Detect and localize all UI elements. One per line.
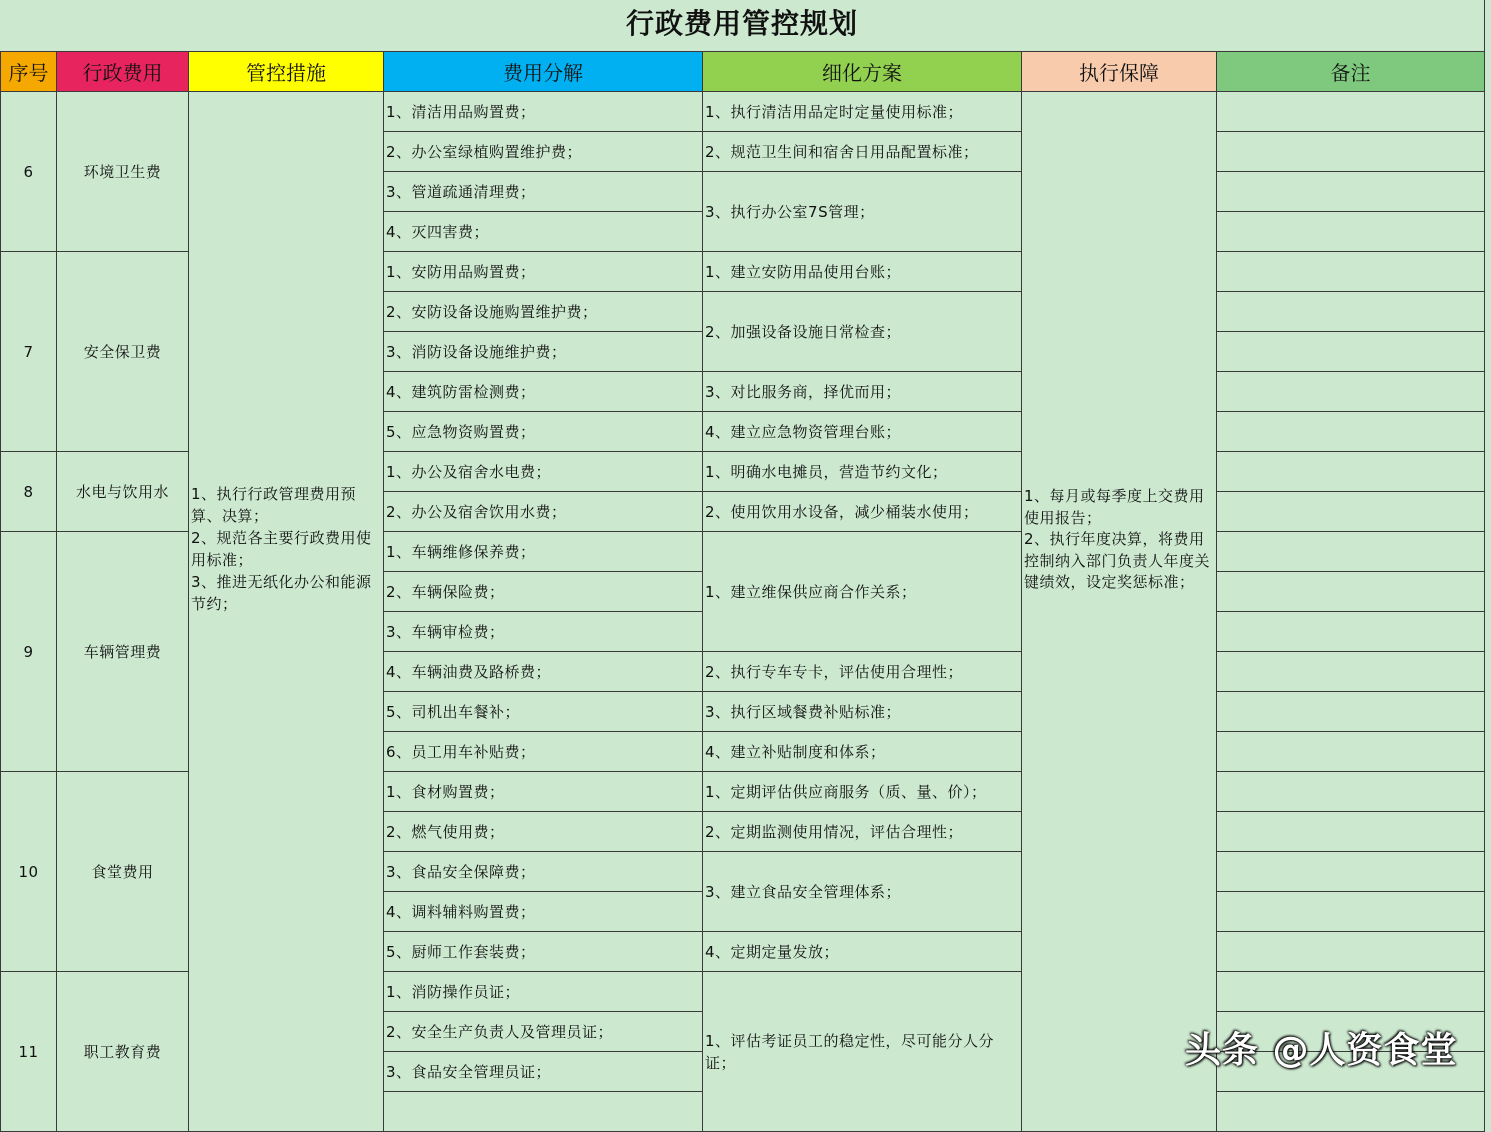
cost-item-cell[interactable]: 2、车辆保险费； <box>384 572 703 612</box>
remark-cell[interactable] <box>1217 972 1485 1012</box>
row-number-cell[interactable]: 7 <box>1 252 57 452</box>
remark-cell[interactable] <box>1217 452 1485 492</box>
remark-cell[interactable] <box>1217 92 1485 132</box>
plan-cell[interactable]: 1、建立维保供应商合作关系； <box>703 532 1022 652</box>
remark-cell[interactable] <box>1217 772 1485 812</box>
remark-cell[interactable] <box>1217 892 1485 932</box>
cost-item-cell[interactable]: 1、办公及宿舍水电费； <box>384 452 703 492</box>
cost-item-cell[interactable]: 4、灭四害费； <box>384 212 703 252</box>
cost-item-cell[interactable]: 4、车辆油费及路桥费； <box>384 652 703 692</box>
cost-item-cell[interactable]: 2、办公室绿植购置维护费； <box>384 132 703 172</box>
plan-cell[interactable]: 2、使用饮用水设备，减少桶装水使用； <box>703 492 1022 532</box>
cost-category-cell[interactable]: 水电与饮用水 <box>57 452 189 532</box>
remark-cell[interactable] <box>1217 212 1485 252</box>
cost-category-cell[interactable]: 安全保卫费 <box>57 252 189 452</box>
remark-cell[interactable] <box>1217 412 1485 452</box>
cost-item-cell[interactable]: 3、食品安全管理员证； <box>384 1052 703 1092</box>
plan-cell[interactable]: 1、定期评估供应商服务（质、量、价）； <box>703 772 1022 812</box>
cost-item-cell[interactable]: 2、安防设备设施购置维护费； <box>384 292 703 332</box>
plan-cell[interactable]: 2、执行专车专卡，评估使用合理性； <box>703 652 1022 692</box>
cost-item-cell[interactable]: 5、厨师工作套装费； <box>384 932 703 972</box>
cost-item-cell[interactable]: 1、安防用品购置费； <box>384 252 703 292</box>
watermark: 头条 @人资食堂 <box>1185 1030 1458 1071</box>
plan-cell[interactable]: 3、执行办公室7S管理； <box>703 172 1022 252</box>
plan-cell[interactable]: 1、建立安防用品使用台账； <box>703 252 1022 292</box>
cost-category-cell[interactable]: 食堂费用 <box>57 772 189 972</box>
header-cell[interactable]: 执行保障 <box>1022 52 1217 92</box>
remark-cell[interactable] <box>1217 172 1485 212</box>
plan-cell[interactable]: 1、明确水电摊员，营造节约文化； <box>703 452 1022 492</box>
cost-item-cell[interactable]: 1、清洁用品购置费； <box>384 92 703 132</box>
cost-item-cell[interactable]: 3、消防设备设施维护费； <box>384 332 703 372</box>
plan-cell[interactable]: 3、执行区域餐费补贴标准； <box>703 692 1022 732</box>
row-number-cell[interactable]: 8 <box>1 452 57 532</box>
cost-item-cell[interactable]: 5、应急物资购置费； <box>384 412 703 452</box>
remark-cell[interactable] <box>1217 692 1485 732</box>
plan-cell[interactable]: 2、规范卫生间和宿舍日用品配置标准； <box>703 132 1022 172</box>
remark-cell[interactable] <box>1217 932 1485 972</box>
row-number-cell[interactable]: 6 <box>1 92 57 252</box>
remark-cell[interactable] <box>1217 332 1485 372</box>
sheet-title: 行政费用管控规划 <box>625 7 858 40</box>
plan-cell[interactable]: 3、对比服务商，择优而用； <box>703 372 1022 412</box>
remark-cell[interactable] <box>1217 572 1485 612</box>
remark-cell[interactable] <box>1217 652 1485 692</box>
plan-cell[interactable]: 2、定期监测使用情况，评估合理性； <box>703 812 1022 852</box>
cost-item-cell[interactable]: 1、食材购置费； <box>384 772 703 812</box>
plan-cell[interactable]: 4、定期定量发放； <box>703 932 1022 972</box>
table-row <box>1 92 1485 132</box>
cost-item-cell[interactable]: 2、燃气使用费； <box>384 812 703 852</box>
cost-control-table <box>0 51 1485 1132</box>
cost-item-cell[interactable]: 3、车辆审检费； <box>384 612 703 652</box>
header-cell[interactable]: 行政费用 <box>57 52 189 92</box>
remark-cell[interactable] <box>1217 372 1485 412</box>
cost-item-cell[interactable]: 3、食品安全保障费； <box>384 852 703 892</box>
remark-cell[interactable] <box>1217 612 1485 652</box>
remark-cell[interactable] <box>1217 532 1485 572</box>
remark-cell[interactable] <box>1217 132 1485 172</box>
remark-cell[interactable] <box>1217 492 1485 532</box>
plan-cell[interactable]: 3、建立食品安全管理体系； <box>703 852 1022 932</box>
header-cell[interactable]: 序号 <box>1 52 57 92</box>
cost-item-cell[interactable]: 3、管道疏通清理费； <box>384 172 703 212</box>
remark-cell[interactable] <box>1217 252 1485 292</box>
cost-item-cell[interactable]: 5、司机出车餐补； <box>384 692 703 732</box>
header-cell[interactable]: 备注 <box>1217 52 1485 92</box>
cost-item-cell[interactable]: 1、消防操作员证； <box>384 972 703 1012</box>
plan-cell[interactable]: 2、加强设备设施日常检查； <box>703 292 1022 372</box>
cost-category-cell[interactable]: 车辆管理费 <box>57 532 189 772</box>
right-border <box>1484 0 1485 1098</box>
cost-category-cell[interactable]: 环境卫生费 <box>57 92 189 252</box>
cost-item-cell[interactable]: 4、调料辅料购置费； <box>384 892 703 932</box>
header-cell[interactable]: 管控措施 <box>189 52 384 92</box>
cost-item-cell[interactable]: 2、办公及宿舍饮用水费； <box>384 492 703 532</box>
cost-item-cell[interactable]: 4、建筑防雷检测费； <box>384 372 703 412</box>
plan-cell[interactable]: 4、建立补贴制度和体系； <box>703 732 1022 772</box>
header-cell[interactable]: 费用分解 <box>384 52 703 92</box>
guarantee-cell[interactable]: 1、每月或每季度上交费用使用报告； 2、执行年度决算，将费用控制纳入部门负责人年度关键绩效，设定奖惩标准； <box>1022 92 1217 1132</box>
plan-cell[interactable]: 4、建立应急物资管理台账； <box>703 412 1022 452</box>
plan-cell[interactable]: 1、执行清洁用品定时定量使用标准； <box>703 92 1022 132</box>
remark-cell[interactable] <box>1217 812 1485 852</box>
header-row <box>1 52 1485 92</box>
row-number-cell[interactable]: 9 <box>1 532 57 772</box>
cost-item-cell[interactable]: 1、车辆维修保养费； <box>384 532 703 572</box>
row-number-cell[interactable]: 11 <box>1 972 57 1132</box>
remark-cell[interactable] <box>1217 292 1485 332</box>
plan-cell[interactable]: 1、评估考证员工的稳定性，尽可能分人分证； <box>703 972 1022 1132</box>
cost-item-cell[interactable]: 6、员工用车补贴费； <box>384 732 703 772</box>
control-measures-cell[interactable]: 1、执行行政管理费用预算、决算； 2、规范各主要行政费用使用标准； 3、推进无纸化办公和能源节约； <box>189 92 384 1132</box>
remark-cell[interactable] <box>1217 852 1485 892</box>
row-number-cell[interactable]: 10 <box>1 772 57 972</box>
header-cell[interactable]: 细化方案 <box>703 52 1022 92</box>
remark-cell[interactable] <box>1217 732 1485 772</box>
cost-category-cell[interactable]: 职工教育费 <box>57 972 189 1132</box>
cost-item-cell[interactable]: 2、安全生产负责人及管理员证； <box>384 1012 703 1052</box>
